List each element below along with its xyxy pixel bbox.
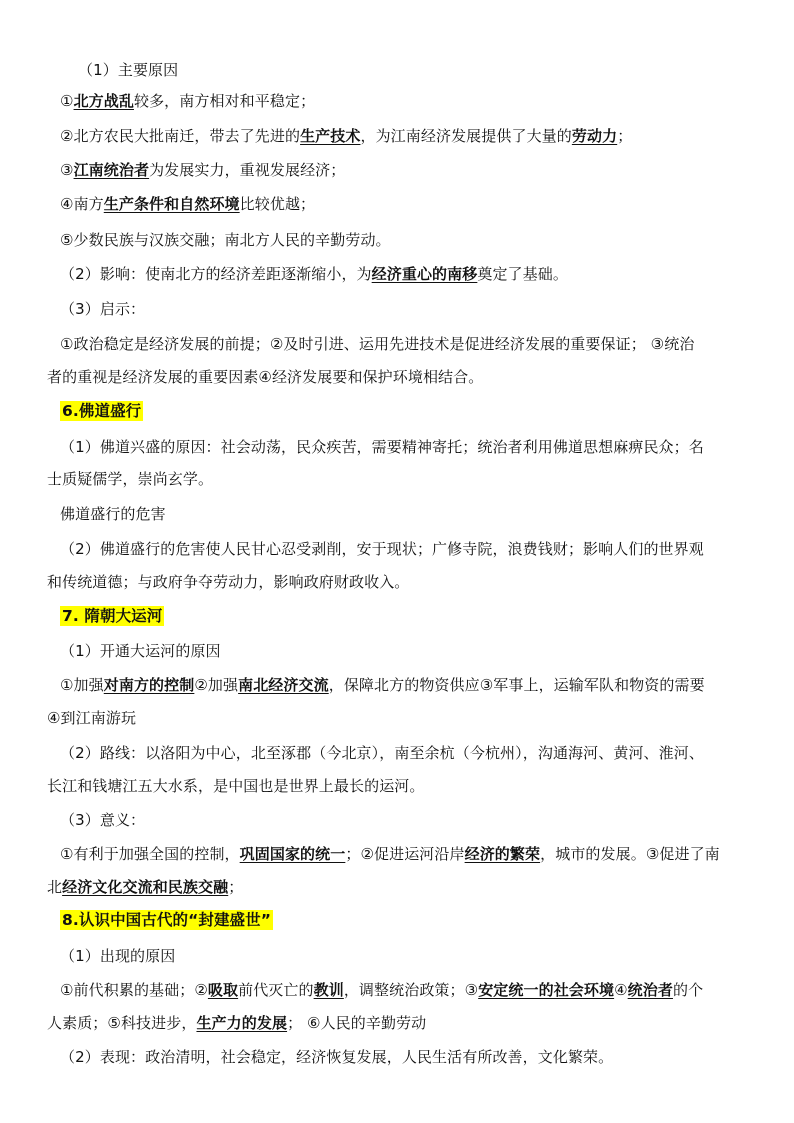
text-run: ①有利于加强全国的控制， bbox=[60, 845, 240, 863]
text-run: ②加强 bbox=[194, 676, 239, 694]
section-title-6 bbox=[60, 401, 794, 421]
lessons-paragraph-line-1 bbox=[60, 334, 794, 354]
section-heading-highlight: 7. 隋朝大运河 bbox=[62, 607, 163, 625]
canal-significance-line-2 bbox=[47, 877, 794, 897]
text-run: ③ bbox=[60, 161, 74, 179]
text-run: （3）意义： bbox=[60, 811, 146, 829]
prosperity-reasons-heading bbox=[60, 946, 794, 966]
prosperity-reasons-line-1 bbox=[60, 980, 794, 1000]
text-run: 较多，南方相对和平稳定； bbox=[133, 92, 316, 110]
text-run: 者的重视是经济发展的重要因素④经济发展要和保护环境相结合。 bbox=[47, 368, 484, 386]
text-run: （2）佛道盛行的危害使人民甘心忍受剥削，安于现状；广修寺院，浪费钱财；影响人们的世界观 bbox=[60, 540, 704, 558]
text-run: ； ⑥人民的辛勤劳动 bbox=[287, 1014, 427, 1032]
text-run: ① bbox=[60, 92, 74, 110]
prosperity-manifestation bbox=[60, 1047, 794, 1067]
text-run: 长江和钱塘江五大水系，是中国也是世界上最长的运河。 bbox=[47, 777, 425, 795]
buddhism-reasons-line-1 bbox=[60, 437, 794, 457]
text-run: （3）启示： bbox=[60, 300, 146, 318]
buddhism-harm-heading bbox=[60, 504, 794, 524]
section-heading-highlight: 6.佛道盛行 bbox=[62, 402, 142, 420]
prosperity-reasons-line-2 bbox=[47, 1013, 794, 1033]
canal-route-line-1 bbox=[60, 743, 794, 763]
heading-lessons bbox=[60, 299, 794, 319]
key-term: 南北经济交流 bbox=[238, 676, 329, 694]
key-term: 经济文化交流和民族交融 bbox=[62, 878, 229, 896]
canal-significance-line-1 bbox=[60, 844, 794, 864]
key-term: 劳动力 bbox=[571, 127, 618, 145]
canal-reasons-line-2 bbox=[47, 708, 794, 728]
key-term: 吸取 bbox=[207, 981, 239, 999]
text-run: 前代灭亡的 bbox=[238, 981, 314, 999]
text-run: 人素质；⑤科技进步， bbox=[47, 1014, 197, 1032]
key-term: 统治者 bbox=[627, 981, 673, 999]
text-run: ；②促进运河沿岸 bbox=[345, 845, 465, 863]
reason-item-1 bbox=[60, 91, 794, 111]
key-term: 生产技术 bbox=[300, 127, 361, 145]
buddhism-harm-line-2 bbox=[47, 572, 794, 592]
text-run: （2）影响：使南北方的经济差距逐渐缩小，为 bbox=[60, 265, 372, 283]
text-run: ⑤少数民族与汉族交融；南北方人民的辛勤劳动。 bbox=[60, 231, 391, 249]
text-run: ④到江南游玩 bbox=[47, 709, 137, 727]
text-run: （2）路线：以洛阳为中心，北至涿郡（今北京），南至余杭（今杭州），沟通海河、黄河、淮河、 bbox=[60, 744, 704, 762]
heading-main-reasons bbox=[78, 60, 794, 80]
buddhism-harm-line-1 bbox=[60, 539, 794, 559]
section-heading-highlight: 8.认识中国古代的“封建盛世” bbox=[62, 911, 272, 929]
key-term: 巩固国家的统一 bbox=[239, 845, 346, 863]
text-run: ②北方农民大批南迁，带去了先进的 bbox=[60, 127, 301, 145]
text-run: 北 bbox=[47, 878, 63, 896]
text-run: 的个 bbox=[672, 981, 704, 999]
key-term: 经济重心的南移 bbox=[371, 265, 478, 283]
text-run: ④南方 bbox=[60, 195, 104, 213]
lessons-paragraph-line-2 bbox=[47, 367, 794, 387]
key-term: 江南统治者 bbox=[73, 161, 150, 179]
text-run: ； bbox=[617, 127, 633, 145]
text-run: （1）出现的原因 bbox=[60, 947, 176, 965]
canal-reasons-line-1 bbox=[60, 675, 794, 695]
text-run: ，保障北方的物资供应③军事上，运输军队和物资的需要 bbox=[328, 676, 705, 694]
key-term: 教训 bbox=[313, 981, 344, 999]
text-run: （2）表现：政治清明，社会稳定，经济恢复发展，人民生活有所改善，文化繁荣。 bbox=[60, 1048, 614, 1066]
key-term: 对南方的控制 bbox=[103, 676, 195, 694]
text-run: ①加强 bbox=[60, 676, 104, 694]
key-term: 经济的繁荣 bbox=[464, 845, 541, 863]
text-run: （1）佛道兴盛的原因：社会动荡，民众疾苦，需要精神寄托；统治者利用佛道思想麻痹民众；名 bbox=[60, 438, 704, 456]
text-run: 为发展实力，重视发展经济； bbox=[149, 161, 346, 179]
text-run: ，为江南经济发展提供了大量的 bbox=[360, 127, 572, 145]
section-title-7 bbox=[60, 606, 794, 626]
reason-item-2 bbox=[60, 126, 794, 146]
key-term: 北方战乱 bbox=[73, 92, 134, 110]
text-run: 和传统道德；与政府争夺劳动力，影响政府财政收入。 bbox=[47, 573, 410, 591]
buddhism-reasons-line-2 bbox=[47, 469, 794, 489]
text-run: ①政治稳定是经济发展的前提；②及时引进、运用先进技术是促进经济发展的重要保证； ③统治 bbox=[60, 335, 695, 353]
canal-significance-heading bbox=[60, 810, 794, 830]
reason-item-3 bbox=[60, 160, 794, 180]
key-term: 安定统一的社会环境 bbox=[478, 981, 615, 999]
text-run: ，城市的发展。③促进了南 bbox=[540, 845, 720, 863]
canal-route-line-2 bbox=[47, 776, 794, 796]
reason-item-5 bbox=[60, 230, 794, 250]
key-term: 生产力的发展 bbox=[196, 1014, 288, 1032]
text-run: ，调整统治政策；③ bbox=[343, 981, 479, 999]
text-run: （1）主要原因 bbox=[78, 61, 179, 79]
text-run: 士质疑儒学，崇尚玄学。 bbox=[47, 470, 214, 488]
canal-reasons-heading bbox=[60, 641, 794, 661]
text-run: ④ bbox=[614, 981, 628, 999]
text-run: 佛道盛行的危害 bbox=[60, 505, 166, 523]
text-run: ①前代积累的基础；② bbox=[60, 981, 208, 999]
section-title-8 bbox=[60, 910, 794, 930]
key-term: 生产条件和自然环境 bbox=[103, 195, 240, 213]
text-run: 比较优越； bbox=[239, 195, 316, 213]
reason-item-4 bbox=[60, 194, 794, 214]
text-run: 奠定了基础。 bbox=[477, 265, 568, 283]
text-run: （1）开通大运河的原因 bbox=[60, 642, 221, 660]
text-run: ； bbox=[228, 878, 244, 896]
impact-paragraph bbox=[60, 264, 794, 284]
